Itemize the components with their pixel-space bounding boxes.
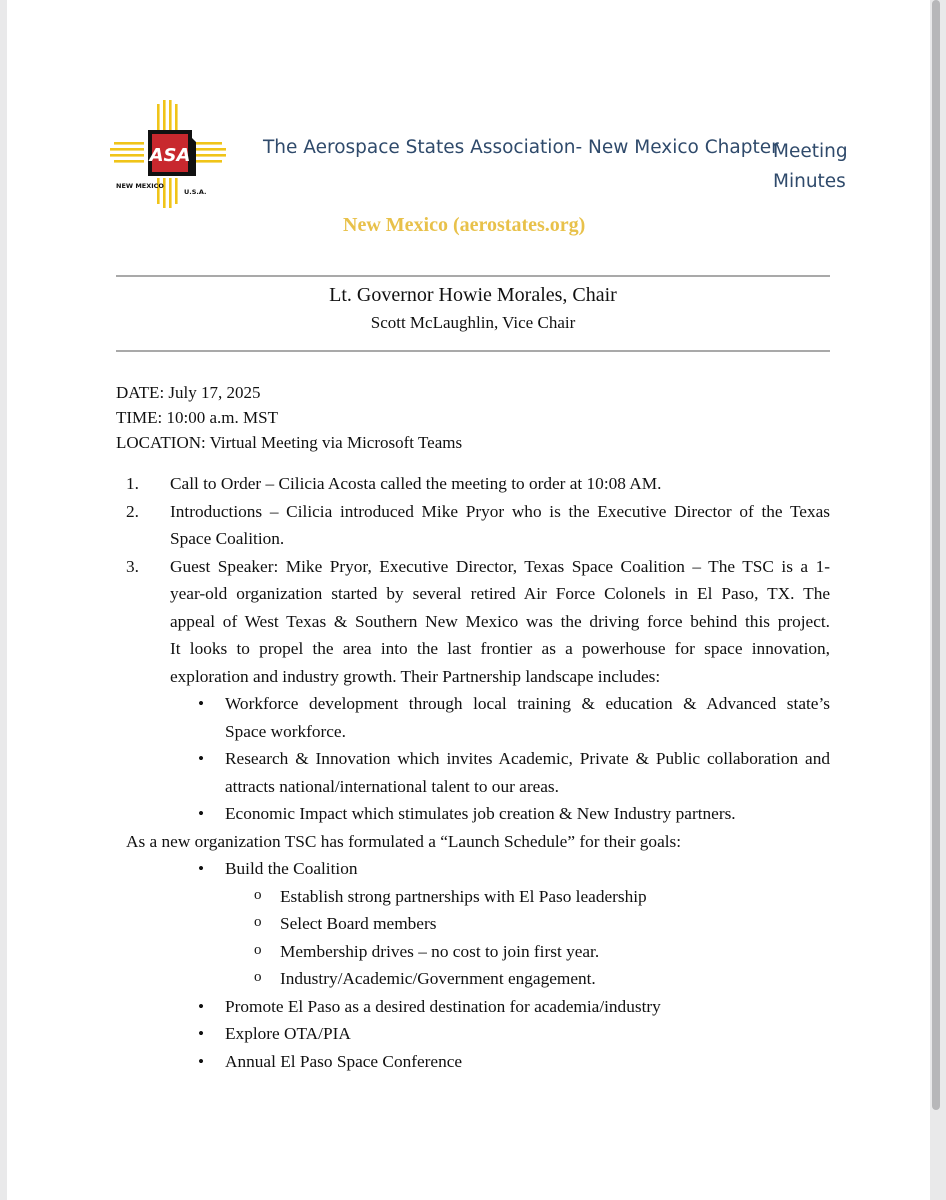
agenda-item-text: Guest Speaker: Mike Pryor, Executive Director, Texas Space Coalition – The TSC is a 1-	[170, 557, 830, 576]
bullet-icon: •	[198, 694, 205, 713]
agenda-item-number: 3.	[126, 557, 139, 576]
bullet-icon: •	[198, 1052, 205, 1071]
agenda-item-number: 1.	[126, 474, 139, 493]
launch-goal: Promote El Paso as a desired destination for academia/industry	[225, 997, 661, 1016]
meeting-date: DATE: July 17, 2025	[116, 383, 261, 402]
launch-sub-goal: Establish strong partnerships with El Paso leadership	[280, 887, 647, 906]
chair-name: Lt. Governor Howie Morales, Chair	[329, 284, 617, 306]
divider	[116, 350, 830, 352]
launch-goal: Explore OTA/PIA	[225, 1024, 351, 1043]
meeting-details	[116, 380, 462, 455]
document-page	[7, 0, 930, 1200]
bullet-icon: •	[198, 997, 205, 1016]
agenda-item-number: 2.	[126, 502, 139, 521]
vertical-scrollbar[interactable]	[932, 0, 940, 1110]
partnership-item: Research & Innovation which invites Academic, Private & Public collaboration and	[225, 749, 830, 768]
meeting-location: LOCATION: Virtual Meeting via Microsoft Teams	[116, 433, 463, 452]
logo-usa: U.S.A.	[184, 188, 207, 196]
sub-bullet-icon: o	[254, 887, 262, 903]
partnership-item: Economic Impact which stimulates job creation & New Industry partners.	[225, 804, 736, 823]
agenda-item-text: exploration and industry growth. Their Partnership landscape includes:	[170, 667, 661, 686]
bullet-icon: •	[198, 804, 205, 823]
agenda-item-text: Call to Order – Cilicia Acosta called the meeting to order at 10:08 AM.	[170, 474, 662, 493]
partnership-item: Workforce development through local training & education & Advanced state’s	[225, 694, 830, 713]
agenda-item-text: year-old organization started by several retired Air Force Colonels in El Paso, TX. The	[170, 584, 830, 603]
launch-schedule-intro: As a new organization TSC has formulated a “Launch Schedule” for their goals:	[126, 832, 682, 851]
launch-sub-goal: Select Board members	[280, 914, 437, 933]
logo-mark: ASA	[149, 145, 191, 166]
meeting-time: TIME: 10:00 a.m. MST	[116, 408, 278, 427]
org-subtitle: New Mexico (aerostates.org)	[343, 214, 586, 236]
sub-bullet-icon: o	[254, 914, 262, 930]
document-type-line: Minutes	[773, 171, 846, 192]
agenda-item-text: It looks to propel the area into the last frontier as a powerhouse for space innovation,	[170, 639, 830, 658]
bullet-icon: •	[198, 1024, 205, 1043]
bullet-icon: •	[198, 749, 205, 768]
logo-new-mexico: NEW MEXICO	[116, 182, 164, 190]
document-type	[773, 137, 853, 197]
launch-sub-goal: Industry/Academic/Government engagement.	[280, 969, 596, 988]
launch-goal: Annual El Paso Space Conference	[225, 1052, 463, 1071]
agenda-item-text: Space Coalition.	[170, 529, 285, 548]
sub-bullet-icon: o	[254, 969, 262, 985]
vice-chair-name: Scott McLaughlin, Vice Chair	[370, 313, 576, 332]
asa-logo	[108, 100, 228, 218]
launch-sub-goal: Membership drives – no cost to join first year.	[280, 942, 600, 961]
partnership-item: attracts national/international talent to our areas.	[225, 777, 559, 796]
agenda-item-text: Introductions – Cilicia introduced Mike Pryor who is the Executive Director of the Texas	[170, 502, 830, 521]
org-title: The Aerospace States Association- New Mexico Chapter	[263, 137, 779, 158]
document-type-line: Meeting	[773, 141, 848, 162]
sub-bullet-icon: o	[254, 942, 262, 958]
bullet-icon: •	[198, 859, 205, 878]
divider	[116, 275, 830, 277]
launch-goal: Build the Coalition	[225, 859, 358, 878]
agenda-item-text: appeal of West Texas & Southern New Mexico was the driving force behind this project.	[170, 612, 830, 631]
partnership-item: Space workforce.	[225, 722, 346, 741]
